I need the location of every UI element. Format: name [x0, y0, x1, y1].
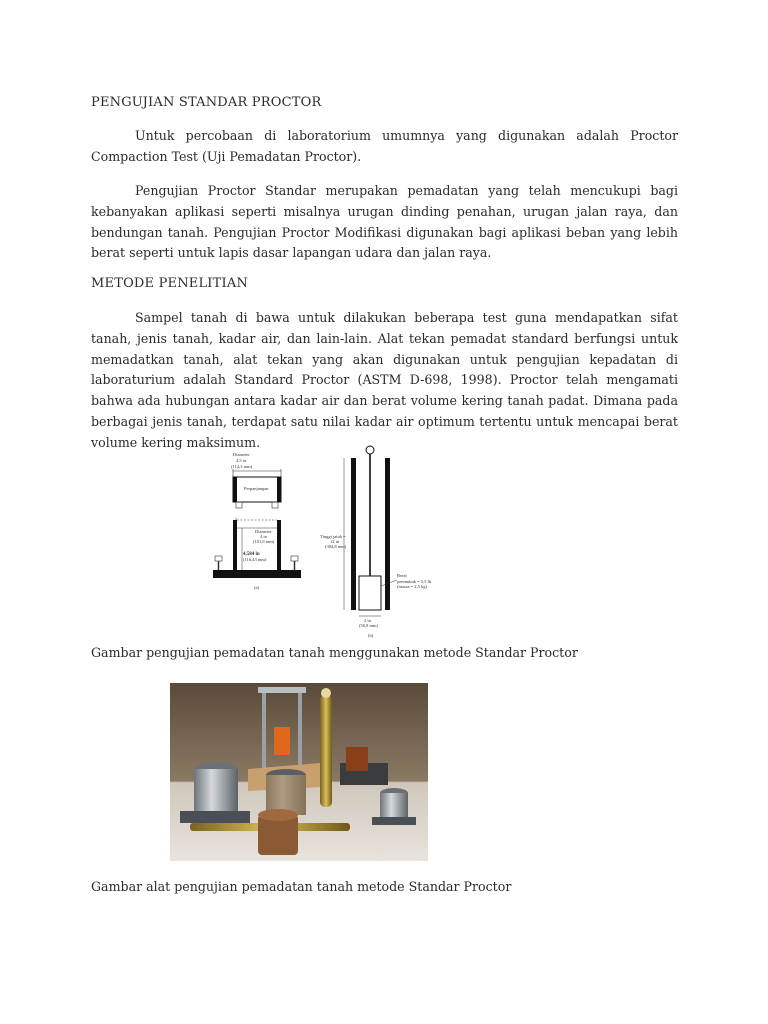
section-heading-method: METODE PENELITIAN [91, 276, 249, 291]
paragraph-method: Sampel tanah di bawa untuk dilakukan beberapa test guna mendapatkan sifat tanah, jenis tanah, kadar air, dan lain-lain. Alat tekan pemadat standard berfungsi untuk memadatkan tanah, alat tekan yang akan digunakan untuk pengujian kepadatan di laboraturium adalah Standard Proctor (ASTM D-698, 1998). Proctor telah mengamati bahwa ada hubungan antara kadar air dan berat volume kering tanah padat. Dimana pada berbagai jenis tanah, terdapat satu nilai kadar air optimum tertentu untuk mencapai berat volume kering maksimum. [91, 310, 678, 450]
drop-height-in: 12 in [330, 539, 340, 544]
drop-height-mm: (304,8 mm) [325, 544, 347, 549]
collar-diameter-mm: (114,3 mm) [231, 464, 253, 469]
collar-diameter-label: Diameter [233, 452, 250, 457]
rammer-weight-value: penumbuk = 5,5 lb [397, 579, 432, 584]
proctor-apparatus-diagram [205, 444, 465, 644]
figure-caption-photo: Gambar alat pengujian pemadatan tanah metode Standar Proctor [91, 879, 512, 894]
proctor-diagram-svg [205, 444, 465, 640]
collar-name-label: Perpanjangan [244, 486, 269, 491]
drop-height-label: Tinggi jatuh = [320, 534, 346, 539]
mold-diameter-label: Diameter [255, 529, 272, 534]
figure-caption-diagram: Gambar pengujian pemadatan tanah menggunakan metode Standar Proctor [91, 645, 578, 660]
figure-label-a: (a) [254, 585, 259, 590]
rammer-weight-label: Berat [397, 573, 407, 578]
mold-diameter-mm: (101,6 mm) [253, 539, 275, 544]
rammer-diameter-in: 2 in [364, 618, 371, 623]
rammer-weight-mass: (massa = 2,5 kg) [397, 584, 428, 589]
mold-height-in: 4,584 in [243, 552, 260, 557]
figure-label-b: (b) [368, 633, 374, 638]
section-heading-proctor: PENGUJIAN STANDAR PROCTOR [91, 95, 322, 110]
proctor-equipment-photo [170, 683, 428, 861]
rammer-diameter-mm: (50,8 mm) [359, 623, 378, 628]
paragraph-standard-vs-modified: Pengujian Proctor Standar merupakan pemadatan yang telah mencukupi bagi kebanyakan aplikasi seperti misalnya urugan dinding penahan, urugan jalan raya, dan bendungan tanah. Pengujian Proctor Modifikasi digunakan bagi aplikasi beban yang lebih berat seperti untuk lapis dasar lapangan udara dan jalan raya. [91, 183, 678, 261]
paragraph-intro: Untuk percobaan di laboratorium umumnya yang digunakan adalah Proctor Compaction Test (Uji Pemadatan Proctor). [91, 128, 678, 164]
equipment-photo-svg [170, 683, 428, 861]
collar-diameter-in: 4.5 in [236, 458, 247, 463]
mold-diameter-in: 4 in [260, 534, 267, 539]
mold-height-mm: (116,43 mm) [243, 557, 267, 562]
